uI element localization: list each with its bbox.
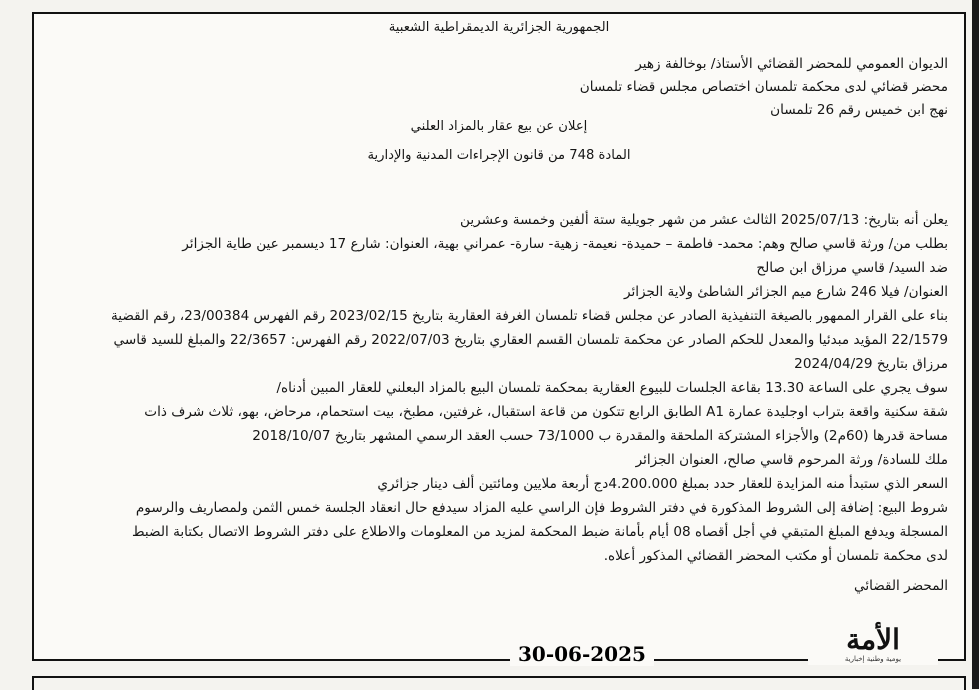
body-line: بناء على القرار الممهور بالصيغة التنفيذية الصادر عن مجلس قضاء تلمسان الغرفة العقارية بتاريخ 2023/02/15 رقم الفهرس 23/00384، رقم القضية [110, 308, 948, 324]
legal-notice [32, 12, 966, 661]
logo-wordmark: الأمة [846, 623, 900, 656]
body-line: المسجلة ويدفع المبلغ المتبقي في أجل أقصاه 08 أيام بأمانة ضبط المحكمة لمزيد من المعلومات والاطلاع على دفتر الشروط الاتصال بكتابة الضبط [132, 524, 948, 540]
publication-date: 30-06-2025 [510, 642, 654, 666]
bailiff-office: الديوان العمومي للمحضر القضائي الأستاذ/ بوخالفة زهير [635, 56, 948, 72]
body-line: مساحة قدرها (60م2) والأجزاء المشتركة الملحقة والمقدرة ب 73/1000 حسب العقد الرسمي المشهر بتاريخ 2018/10/07 [252, 428, 948, 444]
notice-title: إعلان عن بيع عقار بالمزاد العلني [410, 119, 588, 134]
body-line: شقة سكنية واقعة بتراب اوجليدة عمارة A1 الطابق الرابع تتكون من قاعة استقبال، غرفتين، مطبخ، بيت استحمام، مرحاض، بهو، ثلاث شرف ذات [144, 404, 948, 420]
body-line: سوف يجري على الساعة 13.30 بقاعة الجلسات للبيوع العقارية بمحكمة تلمسان البيع بالمزاد البعلني للعقار المبين أدناه/ [276, 380, 948, 396]
body-line: السعر الذي ستبدأ منه المزايدة للعقار حدد بمبلغ 4.200.000دج أربعة ملايين ومائتين ألف دينار جزائري [377, 476, 948, 492]
body-line: يعلن أنه بتاريخ: 2025/07/13 الثالث عشر من شهر جويلية ستة ألفين وخمسة وعشرين [460, 212, 948, 228]
body-line: ملك للسادة/ ورثة المرحوم قاسي صالح، العنوان الجزائر [635, 452, 948, 468]
body-line: لدى محكمة تلمسان أو مكتب المحضر القضائي المذكور أعلاه. [603, 548, 948, 564]
body-line: ضد السيد/ قاسي مرزاق ابن صالح [756, 260, 948, 276]
newspaper-logo [808, 625, 938, 665]
body-line: العنوان/ فيلا 246 شارع ميم الجزائر الشاطئ ولاية الجزائر [623, 284, 948, 300]
bailiff-address: نهج ابن خميس رقم 26 تلمسان [770, 102, 948, 118]
republic-header: الجمهورية الجزائرية الديمقراطية الشعبية [388, 20, 610, 35]
signature: المحضر القضائي [853, 578, 948, 594]
body-line: مرزاق بتاريخ 2024/04/29 [794, 356, 948, 372]
notice-article: المادة 748 من قانون الإجراءات المدنية والإدارية [367, 148, 631, 163]
body-line: شروط البيع: إضافة إلى الشروط المذكورة في دفتر الشروط فإن الراسي عليه المزاد سيدفع حال انعقاد الجلسة خمس الثمن ولمصاريف والرسوم [135, 500, 948, 516]
bailiff-court: محضر قضائي لدى محكمة تلمسان اختصاص مجلس قضاء تلمسان [579, 79, 948, 95]
body-line: 22/1579 المؤيد مبدئيا والمعدل للحكم الصادر عن محكمة تلمسان القسم العقاري بتاريخ 2022/07/03 رقم الفهرس: 22/3657 والمبلغ للسيد قاسي [113, 332, 948, 348]
body-line: بطلب من/ ورثة قاسي صالح وهم: محمد- فاطمة – حميدة- نعيمة- زهية- سارة- عمراني بهية، العنوان: شارع 17 ديسمبر عين طاية الجزائر [182, 236, 948, 252]
logo-tagline: يومية وطنية إخبارية [844, 655, 902, 663]
page-edge-strip [972, 0, 979, 689]
next-notice-frame [32, 676, 966, 690]
